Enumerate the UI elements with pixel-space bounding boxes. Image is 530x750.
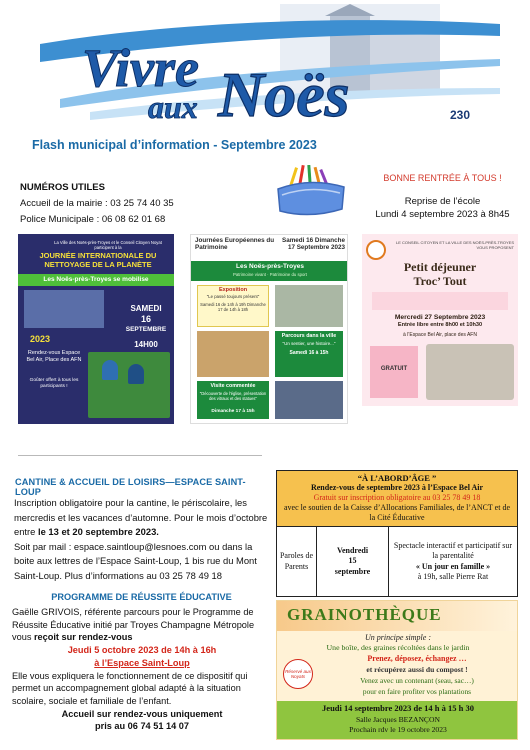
mairie-phone: Accueil de la mairie : 03 25 74 40 35 — [20, 198, 174, 209]
poster1-year: 2023 — [30, 334, 51, 344]
poster3-top: LE CONSEIL CITOYEN ET LA VILLE DES NOËS-PRÈS-TROYES VOUS PROPOSENT — [396, 240, 514, 250]
abordage-line2: Gratuit sur inscription obligatoire au 03 25 78 49 18 — [313, 493, 481, 502]
graino-principle: Un principe simple : — [365, 633, 431, 642]
abordage-daynum: 15 — [348, 556, 357, 566]
abordage-col3-b: « Un jour en famille » — [415, 561, 491, 571]
title-aux: aux — [148, 89, 198, 125]
programme-p3: Accueil sur rendez-vous uniquement — [61, 708, 223, 719]
poster2-photo-2 — [197, 331, 269, 377]
programme-p1: Gaëlle GRIVOIS, référente parcours pour le Programme de Réussite Éducative initié par Troyes Champagne Métropole vous — [12, 607, 255, 643]
graino-badge: Réservé aux Noyats — [283, 659, 313, 689]
abordage-col3-c: à 19h, salle Pierre Rat — [417, 572, 489, 581]
programme-p4: pris au 06 74 51 14 07 — [95, 721, 189, 732]
title-vivre: Vivre — [82, 38, 199, 98]
poster1-day: SAMEDI — [130, 304, 162, 313]
poster-cleanup-day — [18, 234, 174, 424]
abordage-col2 — [317, 527, 389, 596]
poster2-head-right: Samedi 16 Dimanche 17 Septembre 2023 — [282, 237, 345, 252]
abordage-table — [276, 470, 518, 597]
poster3-hours: Entrée libre entre 8h00 et 10h30 — [397, 322, 483, 328]
graino-date: Jeudi 14 septembre 2023 de 14 h à 15 h 30 — [322, 703, 474, 713]
poster1-title: JOURNÉE INTERNATIONALE DU NETTOYAGE DE LA PLANÈTE — [39, 251, 157, 269]
programme-p2: Elle vous expliquera le fonctionnement de ce dispositif qui permet un accompagnement global adapté à la situation scolaire, sociale et familiale de l’enfant. — [12, 670, 248, 706]
title-noes: Noës — [218, 59, 350, 130]
graino-line1: Une boîte, des graines récoltées dans le jardin — [326, 643, 470, 652]
programme-place: à l’Espace Saint-Loup — [94, 657, 190, 668]
poster1-people-photo — [88, 352, 170, 418]
cantine-p1-bold: le 13 et 20 septembre 2023. — [37, 526, 159, 537]
poster-breakfast-swap — [362, 234, 518, 424]
graino-line3: et récupérez aussi du compost ! — [366, 665, 468, 674]
poster3-title2: Troc’ Tout — [413, 274, 467, 288]
poster1-goodies: Goûter offert à tous les participants ! — [29, 378, 79, 389]
poster2-visite-name: "Découverte de l'église, présentation des vitraux et des statues" — [199, 391, 267, 401]
issue-number: 230 — [450, 108, 471, 122]
poster3-drawing — [370, 346, 418, 398]
back-to-school-line1: Reprise de l’école — [404, 196, 481, 207]
cantine-p2: Soit par mail : espace.saintloup@lesnoes.com ou dans la boite aux lettres de l’Espace Saint-Loup, 1 bis rue du Mont Saint-Loup. Plus d’informations au 03 25 78 49 18 — [14, 540, 257, 581]
poster3-desc-block — [372, 292, 508, 310]
abordage-day: Vendredi — [336, 545, 369, 555]
graino-title: GRAINOTHÈQUE — [287, 605, 442, 624]
poster1-time: 14H00 — [134, 340, 158, 349]
programme-body — [12, 606, 272, 733]
back-to-school-line2: Lundi 4 septembre 2023 à 8h45 — [375, 209, 510, 220]
abordage-row — [277, 526, 517, 596]
graino-next: Prochain rdv le 19 octobre 2023 — [349, 725, 447, 734]
poster3-free: GRATUIT — [380, 366, 408, 372]
graino-line5: pour en faire profiter vos plantations — [362, 687, 472, 696]
poster3-place: à l’Espace Bel Air, place des AFN — [403, 332, 477, 338]
poster2-city: Les Noës-près-Troyes — [236, 263, 304, 270]
graino-line4: Venez avec un contenant (seau, sac…) — [360, 676, 474, 685]
poster2-visite-title: Visite commentée — [210, 383, 256, 389]
poster2-parcours-date: Samedi 16 à 15h — [289, 350, 329, 356]
poster2-head-left: Journées Européennes du Patrimoine — [195, 237, 275, 252]
poster3-logos — [362, 406, 518, 424]
programme-p1-bold: reçoit sur rendez-vous — [33, 632, 133, 643]
abordage-col3 — [389, 527, 517, 596]
poster3-title1: Petit déjeuner — [403, 260, 477, 274]
useful-numbers-heading: NUMÉROS UTILES — [20, 182, 105, 193]
poster3-photo — [426, 344, 514, 400]
poster2-photo-1 — [275, 285, 343, 327]
abordage-month: septembre — [334, 566, 371, 576]
grainotheque — [276, 600, 518, 740]
cantine-p1: Inscription obligatoire pour la cantine, le périscolaire, les mercredis et les vacances d’automne. Pour le mois d’octobre entre — [14, 497, 268, 537]
abordage-line1: Rendez-vous de septembre 2023 à l’Espace Bel Air — [310, 483, 484, 492]
graino-line2: Prenez, déposez, échangez … — [367, 654, 467, 663]
poster1-person — [128, 364, 144, 384]
poster2-parcours-name: "Un sentier, une histoire..." — [282, 341, 336, 346]
back-to-school — [355, 172, 530, 221]
poster2-expo-title: Exposition — [218, 287, 248, 293]
section-divider — [18, 455, 262, 456]
poster1-top: La Ville des Noës-près-Troyes et le Conseil Citoyen Noyat participent à la — [54, 240, 162, 250]
poster1-meet: Rendez-vous Espace Bel Air, Place des AFN — [26, 350, 82, 363]
back-to-school-heading: BONNE RENTRÉE À TOUS ! — [383, 173, 502, 183]
poster2-expo-name: "Le passé toujours présent" — [206, 294, 260, 299]
programme-title: PROGRAMME DE RÉUSSITE ÉDUCATIVE — [51, 592, 232, 602]
poster2-visite-date: Dimanche 17 à 15h — [211, 409, 255, 414]
useful-numbers — [20, 180, 220, 228]
poster1-daynum: 16 — [140, 314, 151, 324]
police-phone: Police Municipale : 06 08 62 01 68 — [20, 214, 166, 225]
poster2-parcours-title: Parcours dans la ville — [281, 333, 337, 339]
poster1-photo — [24, 290, 104, 328]
abordage-col1: Paroles de Parents — [277, 527, 317, 596]
abordage-title: “À L’ABORD’ÂGE ” — [357, 473, 437, 483]
poster-heritage-days — [190, 234, 348, 424]
masthead-logo — [30, 4, 510, 134]
poster1-person — [102, 360, 118, 380]
poster2-sub: Patrimoine vivant · Patrimoine du sport — [232, 272, 308, 277]
poster1-banner: Les Noës-près-Troyes se mobilise — [18, 274, 174, 286]
cantine-title: CANTINE & ACCUEIL DE LOISIRS—ESPACE SAINT-LOUP — [15, 477, 246, 497]
programme-date: Jeudi 5 octobre 2023 de 14h à 16h — [67, 645, 217, 656]
abordage-header — [277, 471, 517, 526]
abordage-line3: avec le soutien de la Caisse d’Allocations Familiales, de l’ANCT et de la Cité Éducative — [283, 503, 510, 522]
poster2-photo-3 — [275, 381, 343, 419]
cantine-body — [14, 496, 269, 583]
flash-title: Flash municipal d’information - Septembre 2023 — [32, 138, 317, 152]
poster1-month: SEPTEMBRE — [125, 326, 167, 333]
poster3-date: Mercredi 27 Septembre 2023 — [394, 314, 486, 321]
poster2-expo-dates: Samedi 16 de 14h à 19h Dimanche 17 de 14h à 18h — [200, 302, 266, 312]
coffee-cup-icon — [366, 240, 386, 260]
pencil-case-icon — [270, 165, 350, 225]
graino-place: Salle Jacques BEZANÇON — [356, 715, 440, 724]
abordage-col3-a: Spectacle interactif et participatif sur la parentalité — [393, 540, 513, 560]
